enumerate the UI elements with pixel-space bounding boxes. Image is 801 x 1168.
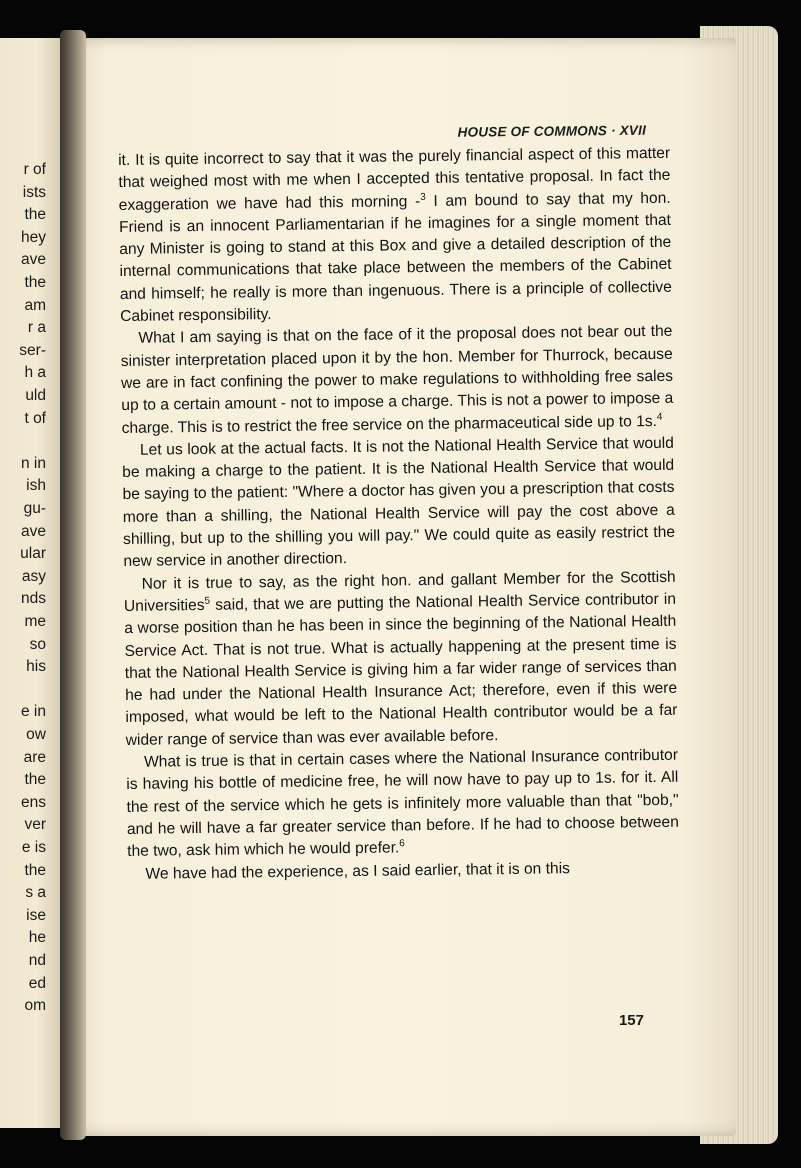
left-page-text-fragment: the xyxy=(24,206,46,224)
footnote-marker: 3 xyxy=(420,191,426,203)
paragraph xyxy=(118,143,672,329)
paragraph xyxy=(126,745,679,864)
left-page-text-fragment: ave xyxy=(21,522,46,540)
paragraph-text: it. It is quite incorrect to say that it was the purely financial aspect of this matter that weighed most with me when I accepted this tentative proposal. In fact the exaggeration we have had this morning - xyxy=(118,144,671,214)
left-page-text-fragment: ser- xyxy=(19,341,46,359)
footnote-marker: 4 xyxy=(656,411,663,423)
left-page-text-fragment: am xyxy=(24,296,46,314)
left-page-text-fragment: s a xyxy=(25,884,46,902)
left-page-text-fragment: gu- xyxy=(23,500,46,517)
left-page-text-fragment: ise xyxy=(26,906,46,924)
left-page-text-fragment: are xyxy=(23,748,46,766)
left-page-text-fragment: nds xyxy=(21,590,46,608)
left-page-text-fragment: ists xyxy=(22,183,46,201)
left-page-text-fragment: me xyxy=(24,613,46,630)
left-page-text-fragment: ver xyxy=(24,816,46,834)
paragraph-text: Nor it is true to say, as the right hon. and gallant Member for the Scottish Universities xyxy=(123,568,676,615)
footnote-marker: 5 xyxy=(204,595,211,607)
footnote-marker: 6 xyxy=(399,838,405,850)
paragraph-text: What is true is that in certain cases where the National Insurance contributor is having his bottle of medicine free, he will now have to pay up to 1s. for it. All the rest of the service which he gets is infinitely more valuable than that "bob," and he will have a far greater service than before. If he had to choose between the two, ask him which he would prefer. xyxy=(126,746,679,861)
left-facing-page xyxy=(0,38,66,1128)
left-page-text-fragment: so xyxy=(29,635,46,653)
left-page-text-fragment: asy xyxy=(21,567,46,585)
left-page-text-fragment: his xyxy=(26,658,46,676)
left-page-text-fragment: ens xyxy=(21,793,46,811)
left-page-text-fragment: h a xyxy=(24,364,46,382)
running-head: HOUSE OF COMMONS · XVII xyxy=(457,122,647,140)
left-page-text-fragment: ave xyxy=(21,251,46,269)
paragraph xyxy=(120,321,673,440)
paragraph-text: I am bound to say that my hon. Friend is an innocent Parliamentarian if he imagines for a single moment that any Minister is going to stand at this Box and give a detailed description of the internal communications that take place between the members of the Cabinet and himself; he really is more than ingenuous. There is a principle of collective Cabinet responsibility. xyxy=(118,189,672,326)
left-page-text-fragment: e in xyxy=(21,703,46,721)
book-page xyxy=(68,38,736,1136)
left-page-text-fragment: ular xyxy=(20,545,46,563)
left-page-text-fragment: the xyxy=(24,274,46,291)
left-page-text-fragment: hey xyxy=(21,228,46,246)
left-page-text-fragment: r of xyxy=(23,161,46,178)
paragraph-text: We have had the experience, as I said earlier, that it is on this xyxy=(145,859,571,883)
left-page-text-fragment: n in xyxy=(21,454,46,472)
paragraph-text: Let us look at the actual facts. It is not the National Health Service that would be making a charge to the patient. It is the National Health Service that would be saying to the patient: "Where a doctor has given you a prescription that costs more than a shilling, the National Health Service will pay the cost above a shilling, but up to the shilling you will pay." We could quite as easily restrict the new service in another direction. xyxy=(122,434,676,571)
left-page-text-fragment: the xyxy=(24,771,46,789)
paragraph xyxy=(122,433,676,574)
left-page-text-fragment: ow xyxy=(26,726,46,743)
left-page-text-fragment: t of xyxy=(24,409,46,427)
paragraph-text: What I am saying is that on the face of it the proposal does not bear out the sinister interpretation placed upon it by the hon. Member for Thurrock, because we are in fact confining the power to make regulations to withholding free sales up to a certain amount - not to impose a charge. This is not a power to impose a charge. This is to restrict the free service on the pharmaceutical side up to 1s. xyxy=(120,323,674,437)
left-page-text-fragment: the xyxy=(24,861,46,879)
left-page-text-fragment: ed xyxy=(28,974,46,992)
left-page-text-fragment: r a xyxy=(27,319,46,337)
left-page-text-fragment: nd xyxy=(28,952,46,969)
page-body-text xyxy=(118,143,680,886)
page-number: 157 xyxy=(618,1012,644,1029)
paragraph-text: said, that we are putting the National Health Service contributor in a worse position than he has been in since the beginning of the National Health Service Act. That is not true. What is actually happening at the present time is that the National Health Service is giving him a far wider range of services than he had under the National Health Insurance Act; therefore, even if this were imposed, what would be left to the National Health contributor would be a far wider range of service than was ever available before. xyxy=(124,590,678,749)
left-page-text-fragment: uld xyxy=(25,387,46,404)
left-page-text-fragment: om xyxy=(24,997,46,1015)
left-page-text-fragment: ish xyxy=(26,477,46,495)
spine-gutter xyxy=(60,30,86,1140)
left-page-text-fragment: he xyxy=(28,929,46,947)
left-page-text-fragment: e is xyxy=(21,839,46,856)
paragraph xyxy=(124,566,678,752)
